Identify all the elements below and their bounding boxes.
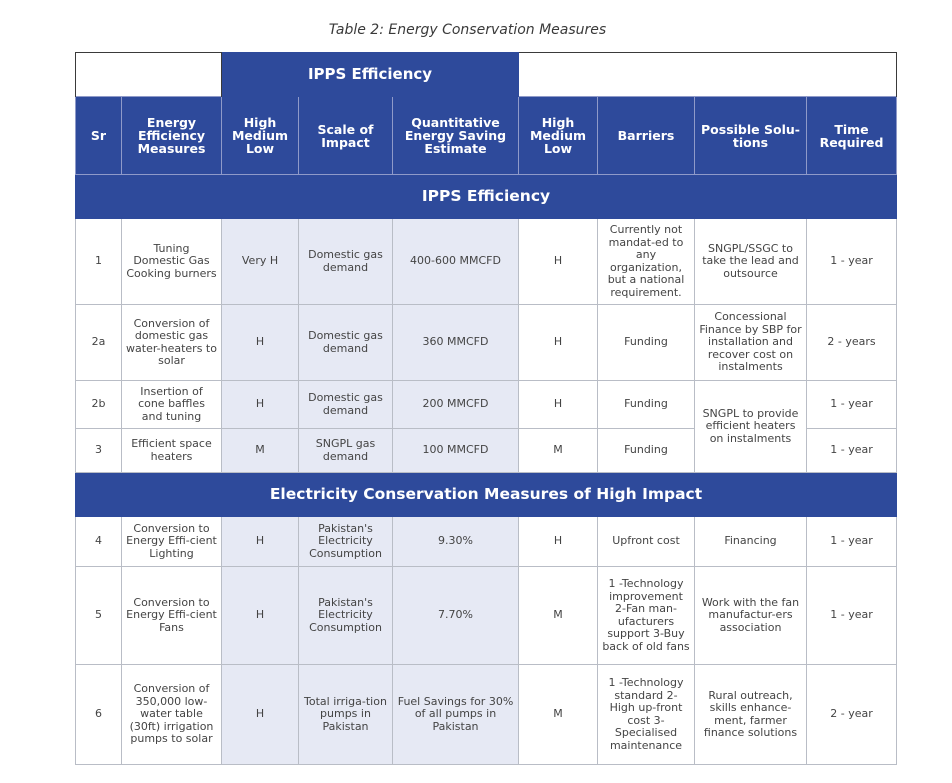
column-header-row — [76, 97, 897, 175]
cell-sr: 4 — [76, 517, 122, 567]
cell-quantitative: 100 MMCFD — [393, 429, 519, 473]
cell-hml-1: H — [222, 381, 299, 429]
cell-measure: Conversion to Energy Effi-cient Fans — [122, 567, 222, 665]
cell-solution: SNGPL/SSGC to take the lead and outsource — [695, 219, 807, 305]
table-row — [76, 567, 897, 665]
top-blank-right — [519, 53, 897, 97]
cell-solution: Financing — [695, 517, 807, 567]
cell-measure: Insertion of cone baffles and tuning — [122, 381, 222, 429]
table-row — [76, 219, 897, 305]
cell-barrier: Funding — [598, 305, 695, 381]
cell-hml-1: Very H — [222, 219, 299, 305]
table-row — [76, 305, 897, 381]
cell-time: 1 - year — [807, 429, 897, 473]
cell-measure: Efficient space heaters — [122, 429, 222, 473]
cell-barrier: Funding — [598, 381, 695, 429]
cell-solution: SNGPL to provide efficient heaters on instalments — [695, 381, 807, 473]
cell-scale: Domestic gas demand — [299, 381, 393, 429]
cell-hml-2: M — [519, 665, 598, 765]
cell-time: 1 - year — [807, 567, 897, 665]
cell-hml-2: H — [519, 219, 598, 305]
cell-hml-1: M — [222, 429, 299, 473]
cell-quantitative: 7.70% — [393, 567, 519, 665]
section-row-ipps — [76, 175, 897, 219]
col-hml-1: High Medium Low — [222, 97, 299, 175]
cell-solution: Work with the fan manufactur-ers association — [695, 567, 807, 665]
col-hml-2: High Medium Low — [519, 97, 598, 175]
col-time: Time Required — [807, 97, 897, 175]
table-caption: Table 2: Energy Conservation Measures — [328, 22, 607, 38]
cell-barrier: Funding — [598, 429, 695, 473]
cell-hml-2: H — [519, 381, 598, 429]
cell-barrier: Upfront cost — [598, 517, 695, 567]
section-title-ipps: IPPS Efficiency — [76, 175, 897, 219]
cell-quantitative: 360 MMCFD — [393, 305, 519, 381]
cell-solution: Rural outreach, skills enhance-ment, farmer finance solutions — [695, 665, 807, 765]
cell-scale: Pakistan's Electricity Consumption — [299, 517, 393, 567]
cell-sr: 5 — [76, 567, 122, 665]
table-row — [76, 517, 897, 567]
cell-scale: Domestic gas demand — [299, 305, 393, 381]
cell-scale: SNGPL gas demand — [299, 429, 393, 473]
cell-time: 1 - year — [807, 219, 897, 305]
cell-scale: Total irriga-tion pumps in Pakistan — [299, 665, 393, 765]
col-barriers: Barriers — [598, 97, 695, 175]
cell-measure: Tuning Domestic Gas Cooking burners — [122, 219, 222, 305]
cell-hml-1: H — [222, 305, 299, 381]
cell-hml-2: M — [519, 429, 598, 473]
cell-hml-1: H — [222, 665, 299, 765]
cell-time: 1 - year — [807, 381, 897, 429]
section-row-electricity — [76, 473, 897, 517]
cell-scale: Pakistan's Electricity Consumption — [299, 567, 393, 665]
cell-sr: 1 — [76, 219, 122, 305]
cell-hml-2: H — [519, 305, 598, 381]
col-solutions: Possible Solu-tions — [695, 97, 807, 175]
col-measures: Energy Efficiency Measures — [122, 97, 222, 175]
cell-measure: Conversion of 350,000 low-water table (30ft) irrigation pumps to solar — [122, 665, 222, 765]
cell-scale: Domestic gas demand — [299, 219, 393, 305]
cell-time: 2 - year — [807, 665, 897, 765]
cell-time: 2 - years — [807, 305, 897, 381]
cell-solution: Concessional Finance by SBP for installation and recover cost on instalments — [695, 305, 807, 381]
cell-barrier: 1 -Technology standard 2-High up-front cost 3-Specialised maintenance — [598, 665, 695, 765]
cell-hml-2: H — [519, 517, 598, 567]
cell-sr: 2b — [76, 381, 122, 429]
cell-hml-2: M — [519, 567, 598, 665]
table-row — [76, 665, 897, 765]
cell-quantitative: Fuel Savings for 30% of all pumps in Pakistan — [393, 665, 519, 765]
top-header-ipps: IPPS Efficiency — [222, 53, 519, 97]
top-blank-left — [76, 53, 222, 97]
cell-time: 1 - year — [807, 517, 897, 567]
cell-barrier: Currently not mandat-ed to any organization, but a national requirement. — [598, 219, 695, 305]
cell-quantitative: 9.30% — [393, 517, 519, 567]
cell-measure: Conversion to Energy Effi-cient Lighting — [122, 517, 222, 567]
col-sr: Sr — [76, 97, 122, 175]
section-title-electricity: Electricity Conservation Measures of High Impact — [76, 473, 897, 517]
cell-quantitative: 400-600 MMCFD — [393, 219, 519, 305]
cell-sr: 3 — [76, 429, 122, 473]
cell-measure: Conversion of domestic gas water-heaters to solar — [122, 305, 222, 381]
cell-quantitative: 200 MMCFD — [393, 381, 519, 429]
cell-hml-1: H — [222, 567, 299, 665]
cell-barrier: 1 -Technology improvement 2-Fan man-ufacturers support 3-Buy back of old fans — [598, 567, 695, 665]
top-header-row — [76, 53, 897, 97]
energy-conservation-table — [75, 52, 897, 765]
cell-sr: 2a — [76, 305, 122, 381]
col-scale: Scale of Impact — [299, 97, 393, 175]
table-row — [76, 381, 897, 429]
cell-hml-1: H — [222, 517, 299, 567]
cell-sr: 6 — [76, 665, 122, 765]
col-quantitative: Quantitative Energy Saving Estimate — [393, 97, 519, 175]
